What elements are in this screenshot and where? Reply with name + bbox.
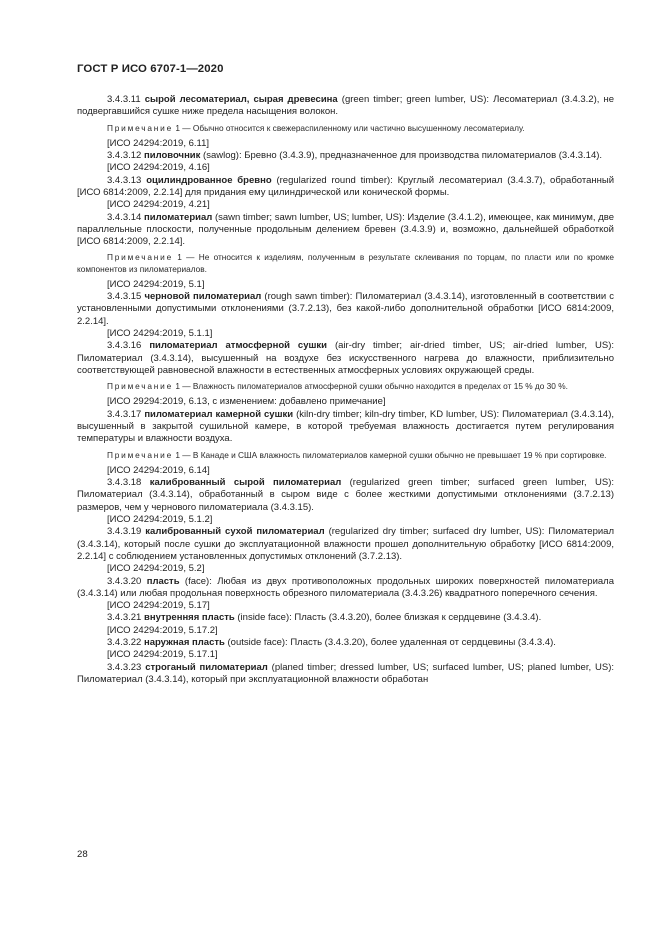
term-title: наружная пласть [143,637,225,648]
source-reference: [ИСО 24294:2019, 5.17] [107,600,210,612]
term-number: 3.4.3.22 [107,637,142,648]
term-definition: (regularized green timber; surfaced green lumber, US): Пиломатериал (3.4.3.14), обработанный в сыром виде с более жесткими допустимыми отклонениями (3.7.2.13) размеров, чем у чернового пиломатериала (3.4.3.15). [77,477,615,513]
term-entry [77,477,614,514]
note-number: 1 [175,122,180,133]
source-reference: [ИСО 29294:2019, 6.13, с изменением: добавлено примечание] [107,396,386,408]
source-reference: [ИСО 24294:2019, 5.1] [107,278,205,290]
term-entry [77,150,614,162]
note-text: — В Канаде и США влажность пиломатериалов камерной сушки обычно не превышает 19 % при сортировке. [179,449,607,460]
document-header: ГОСТ Р ИСО 6707-1—2020 [77,63,224,75]
note-label: Примечание [107,381,174,392]
note-text: — Не относится к изделиям, полученным в результате склеивания по торцам, по пласти или по кромке компонентов из пиломатериалов. [77,252,615,274]
term-definition: (outside face): Пласть (3.4.3.20), более удаленная от сердцевины (3.4.3.4). [224,637,556,648]
source-reference: [ИСО 24294:2019, 5.17.2] [107,624,218,636]
note-label: Примечание [107,252,174,263]
term-title: строганый пиломатериал [145,661,268,673]
term-title: пиломатериал [144,211,213,223]
term-entry [77,526,614,563]
term-number: 3.4.3.21 [107,612,142,624]
term-number: 3.4.3.11 [107,94,141,105]
source-reference: [ИСО 24294:2019, 6.11] [107,137,210,149]
term-number: 3.4.3.23 [107,661,142,673]
term-definition: (regularized round timber): Круглый лесоматериал (3.4.3.7), обработанный [ИСО 6814:2009, 2.2.14] для придания ему цилиндрической или конической формы. [77,174,615,198]
term-definition: (face): Любая из двух противоположных продольных широких поверхностей пиломатериала (3.4.3.14) или любая продольная поверхность обрезного пиломатериала (3.4.3.26) квадратного поперечного сечения. [77,575,614,599]
term-entry [77,662,614,687]
term-number: 3.4.3.17 [107,408,142,420]
term-definition: (air-dry timber; air-dried timber, US; air-dried lumber, US): Пиломатериал (3.4.3.14), высушенный на воздухе без искусственного нагрева до влажности, приблизительно соответствующей равновесной влажности в естественных атмосферных условиях окружающей среды. [77,340,615,376]
term-title: оцилиндрованное бревно [146,174,272,186]
term-entry [77,175,614,200]
term-entry [77,94,614,119]
note-text: — Обычно относится к свежераспиленному или частично высушенному лесоматериалу. [179,122,525,133]
term-note [77,450,614,461]
term-number: 3.4.3.16 [107,340,142,352]
term-title: сырой лесоматериал, сырая древесина [144,94,338,105]
term-number: 3.4.3.20 [107,575,142,587]
term-definition: (planed timber; dressed lumber, US; surfaced lumber, US; planed lumber, US): Пиломатериал (3.4.3.14), который при эксплуатационной влажности обработан [77,661,614,685]
source-reference: [ИСО 24294:2019, 5.1.2] [107,514,213,526]
source-reference: [ИСО 24294:2019, 5.2] [107,563,205,575]
term-entry [77,637,614,649]
source-reference: [ИСО 24294:2019, 5.17.1] [107,649,218,661]
term-definition: (inside face): Пласть (3.4.3.20), более близкая к сердцевине (3.4.3.4). [234,612,542,624]
page-number: 28 [77,849,88,860]
term-definition: (rough sawn timber): Пиломатериал (3.4.3.14), изготовленный в соответствии с установленными допустимыми отклонениями (3.7.2.13), без какой-либо дополнительной обработки [ИСО 6814:2009, 2.2.14]. [77,291,615,327]
term-title: калиброванный сухой пиломатериал [145,526,325,538]
term-entry [77,409,614,446]
term-number: 3.4.3.14 [107,211,142,223]
term-definition: (sawlog): Бревно (3.4.3.9), предназначенное для производства пиломатериалов (3.4.3.14). [200,150,603,162]
term-title: внутренняя пласть [143,612,235,624]
term-title: калиброванный сырой пиломатериал [149,477,342,489]
note-label: Примечание [107,122,174,133]
source-reference: [ИСО 24294:2019, 6.14] [107,464,210,476]
term-number: 3.4.3.18 [107,477,142,489]
term-definition: (regularized dry timber; surfaced dry lumber, US): Пиломатериал (3.4.3.14), который после сушки до эксплуатационной влажности прошел дополнительную обработку [ИСО 6814:2009, 2.2.14] с соблюдением установленных допустимых отклонений (3.7.2.13). [77,526,615,562]
term-title: пласть [146,575,180,587]
term-note [77,381,614,392]
term-entry [77,340,614,377]
term-note [77,252,614,274]
term-definition: (kiln-dry timber; kiln-dry timber, KD lumber, US): Пиломатериал (3.4.3.14), высушенный в закрытой сушильной камере, в которой требуемая влажность достигается путем регулирования температуры и влажности воздуха. [77,408,615,445]
term-number: 3.4.3.12 [107,150,142,162]
note-number: 1 [175,381,180,392]
term-number: 3.4.3.19 [107,526,142,538]
term-note [77,123,614,134]
document-body [77,94,614,686]
source-reference: [ИСО 24294:2019, 4.16] [107,162,210,174]
note-label: Примечание [107,449,174,460]
term-definition: (sawn timber; sawn lumber, US; lumber, US): Изделие (3.4.1.2), имеющее, как минимум, две параллельные плоскости, полученные продольным делением бревен (3.4.3.9) и, возможно, дальнейшей обработкой [ИСО 6814:2009, 2.2.14]. [77,211,614,248]
term-title: пиломатериал камерной сушки [144,408,294,420]
note-number: 1 [177,252,182,263]
term-title: пиломатериал атмосферной сушки [149,340,328,352]
term-number: 3.4.3.15 [107,291,142,303]
term-title: черновой пиломатериал [144,291,262,303]
note-text: — Влажность пиломатериалов атмосферной сушки обычно находится в пределах от 15 % до 30 %. [179,381,568,392]
term-entry [77,576,614,601]
source-reference: [ИСО 24294:2019, 4.21] [107,199,210,211]
term-entry [77,212,614,249]
source-reference: [ИСО 24294:2019, 5.1.1] [107,328,213,340]
term-number: 3.4.3.13 [107,174,142,186]
note-number: 1 [175,449,180,460]
term-definition: (green timber; green lumber, US): Лесоматериал (3.4.3.2), не подвергавшийся сушке ниже предела насыщения волокон. [77,94,614,118]
term-entry [77,291,614,328]
term-title: пиловочник [143,150,201,162]
term-entry [77,612,614,624]
